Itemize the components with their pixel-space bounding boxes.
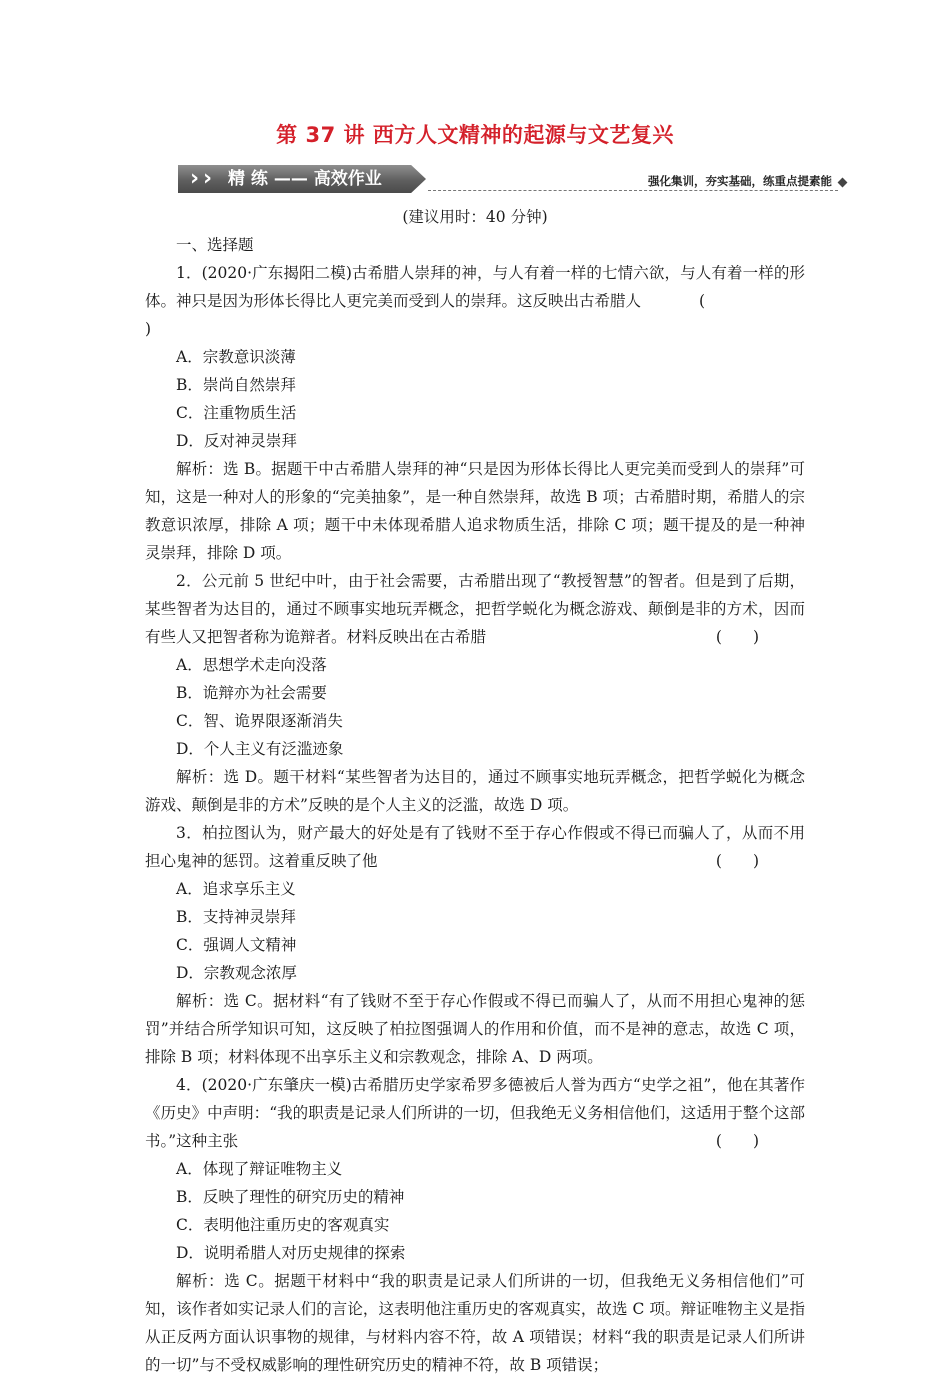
option-c[interactable]: C．表明他注重历史的客观真实 [176, 1216, 390, 1234]
question-stem-text: 2．公元前 5 世纪中叶，由于社会需要，古希腊出现了“教授智慧”的智者。但是到了后期，某些智者为达目的，通过不顾事实地玩弄概念，把哲学蜕化为概念游戏、颠倒是非的方术，因而有些人又把智者称为诡辩者。材料反映出在古希腊 [145, 572, 805, 646]
question-stem [145, 259, 805, 315]
option-b[interactable]: B．反映了理性的研究历史的精神 [176, 1188, 405, 1206]
answer-bracket: ( ) [715, 852, 759, 870]
option-a[interactable]: A．宗教意识淡薄 [176, 348, 296, 366]
banner-label: 精 练 —— 高效作业 [228, 169, 382, 189]
options [145, 651, 805, 763]
chevron-right-icon: › [203, 166, 213, 191]
analysis: 解析：选 C。据材料“有了钱财不至于存心作假或不得已而骗人了，从而不用担心鬼神的惩罚”并结合所学知识可知，这反映了柏拉图强调人的作用和价值，而不是神的意志，故选 C 项，排除 B 项；材料体现不出享乐主义和宗教观念，排除 A、D 两项。 [145, 992, 805, 1066]
question-2 [145, 567, 805, 819]
answer-bracket: ( ) [715, 1132, 759, 1150]
question-4 [145, 1071, 805, 1379]
question-3 [145, 819, 805, 1071]
analysis: 解析：选 B。据题干中古希腊人崇拜的神“只是因为形体长得比人更完美而受到人的崇拜”可知，这是一种对人的形象的“完美抽象”，是一种自然崇拜，故选 B 项；古希腊时期，希腊人的宗教意识浓厚，排除 A 项；题干中未体现希腊人追求物质生活，排除 C 项；题干提及的是一种神灵崇拜，排除 D 项。 [145, 460, 805, 562]
suggested-time: (建议用时：40 分钟) [402, 208, 548, 226]
option-d[interactable]: D．宗教观念浓厚 [176, 964, 297, 982]
question-stem-text: 4．(2020·广东肇庆一模)古希腊历史学家希罗多德被后人誉为西方“史学之祖”，他在其著作《历史》中声明：“我的职责是记录人们所讲的一切，但我绝无义务相信他们，这适用于整个这部书。”这种主张 [145, 1076, 805, 1150]
question-stem [145, 1071, 805, 1155]
diamond-icon [838, 178, 848, 188]
option-d[interactable]: D．个人主义有泛滥迹象 [176, 740, 344, 758]
option-b[interactable]: B．崇尚自然崇拜 [176, 376, 296, 394]
question-stem-text: 1．(2020·广东揭阳二模)古希腊人崇拜的神，与人有着一样的七情六欲，与人有着一样的形体。神只是因为形体长得比人更完美而受到人的崇拜。这反映出古希腊人 [145, 264, 805, 310]
options [145, 1155, 805, 1267]
section-banner [178, 165, 846, 195]
banner-slogan: 强化集训，夯实基础，练重点提素能 [648, 174, 832, 188]
option-a[interactable]: A．追求享乐主义 [176, 880, 296, 898]
option-b[interactable]: B．诡辩亦为社会需要 [176, 684, 327, 702]
banner-divider [428, 190, 838, 191]
answer-bracket: ( ) [715, 628, 759, 646]
question-1 [145, 259, 805, 567]
section-heading: 一、选择题 [176, 236, 254, 254]
option-a[interactable]: A．思想学术走向没落 [176, 656, 327, 674]
answer-bracket-close: ) [145, 320, 152, 338]
option-b[interactable]: B．支持神灵崇拜 [176, 908, 296, 926]
question-stem [145, 567, 805, 651]
option-d[interactable]: D．反对神灵崇拜 [176, 432, 297, 450]
answer-bracket: ( [699, 292, 706, 310]
option-c[interactable]: C．注重物质生活 [176, 404, 297, 422]
option-c[interactable]: C．智、诡界限逐渐消失 [176, 712, 343, 730]
option-c[interactable]: C．强调人文精神 [176, 936, 297, 954]
page-title: 第 37 讲 西方人文精神的起源与文艺复兴 [276, 123, 674, 147]
exercise-content [145, 203, 805, 1379]
analysis: 解析：选 C。据题干材料中“我的职责是记录人们所讲的一切，但我绝无义务相信他们”可知，该作者如实记录人们的言论，这表明他注重历史的客观真实，故选 C 项。辩证唯物主义是指从正反两方面认识事物的规律，与材料内容不符，故 A 项错误；材料“我的职责是记录人们所讲的一切”与不受权威影响的理性研究历史的精神不符，故 B 项错误； [145, 1272, 805, 1374]
option-d[interactable]: D．说明希腊人对历史规律的探索 [176, 1244, 406, 1262]
chevron-right-icon: › [190, 166, 200, 191]
analysis: 解析：选 D。题干材料“某些智者为达目的，通过不顾事实地玩弄概念，把哲学蜕化为概念游戏、颠倒是非的方术”反映的是个人主义的泛滥，故选 D 项。 [145, 768, 805, 814]
question-stem-text: 3．柏拉图认为，财产最大的好处是有了钱财不至于存心作假或不得已而骗人了，从而不用担心鬼神的惩罚。这着重反映了他 [145, 824, 805, 870]
options [145, 875, 805, 987]
question-stem [145, 819, 805, 875]
option-a[interactable]: A．体现了辩证唯物主义 [176, 1160, 343, 1178]
options [145, 343, 805, 455]
